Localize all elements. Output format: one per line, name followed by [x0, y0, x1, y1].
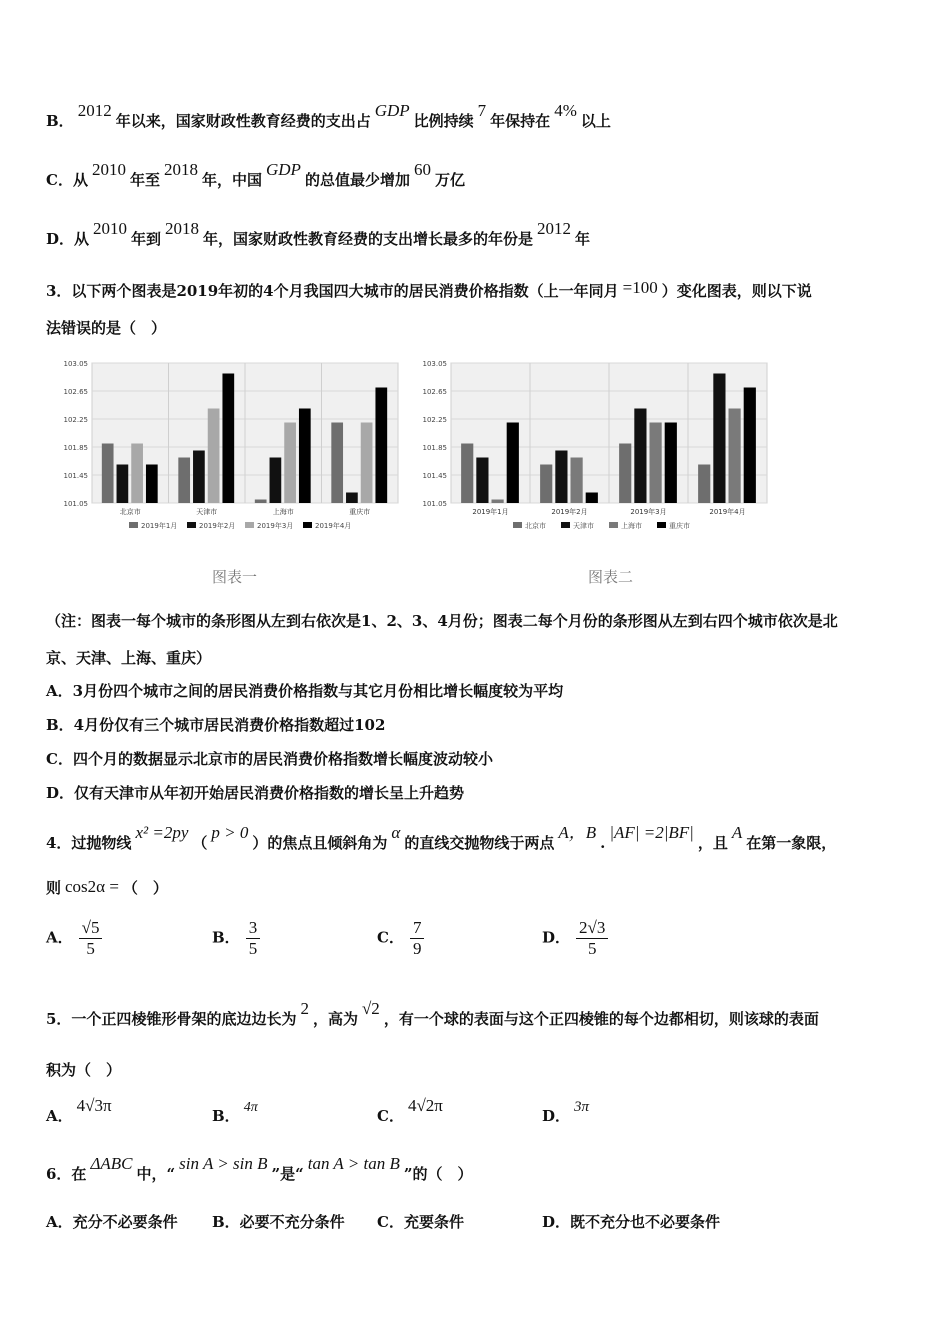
bar-1-1-3	[586, 493, 598, 504]
q4-stem-line2: 则 cos2α = （ ）	[46, 877, 168, 897]
bar-0-1-0	[178, 458, 190, 504]
q5-option-a: A．4√3π	[46, 1096, 112, 1125]
legend-swatch	[513, 522, 522, 528]
y-tick-label: 103.05	[63, 360, 88, 368]
legend-label: 重庆市	[669, 522, 690, 530]
caption-chart-one: 图表一	[212, 568, 258, 586]
q4-option-a: A． $\frac{√5}{5}$	[46, 918, 102, 959]
q3-note-line1: （注：图表一每个城市的条形图从左到右依次是1、2、3、4月份；图表二每个月份的条形图从左到右四个城市依次是北	[46, 612, 838, 630]
q5-stem-line1: 5．一个正四棱锥形骨架的底边边长为2，高为√2，有一个球的表面与这个正四棱锥的每个边都相切，则该球的表面	[46, 999, 819, 1028]
q3-option-c: C．四个月的数据显示北京市的居民消费价格指数增长幅度波动较小	[46, 750, 493, 768]
bar-0-0-3	[146, 465, 158, 504]
q2-option-d: D．从2010年到2018年，国家财政性教育经费的支出增长最多的年份是2012年	[46, 219, 591, 248]
x-tick-label: 2019年3月	[630, 508, 667, 516]
bar-1-0-2	[492, 500, 504, 504]
q2-option-c: C．从2010年至2018年，中国GDP的总值最少增加60万亿	[46, 160, 465, 189]
bar-1-1-1	[555, 451, 567, 504]
x-tick-label: 2019年1月	[472, 508, 509, 516]
q6-option-a: A．充分不必要条件	[46, 1213, 178, 1231]
chart-one	[54, 357, 404, 546]
bar-1-2-3	[665, 423, 677, 504]
bar-0-2-3	[299, 409, 311, 504]
legend-swatch	[303, 522, 312, 528]
y-tick-label: 103.05	[422, 360, 447, 368]
chart-two	[413, 357, 773, 546]
bar-1-0-3	[507, 423, 519, 504]
bar-0-2-2	[284, 423, 296, 504]
x-tick-label: 2019年4月	[709, 508, 746, 516]
x-tick-label: 北京市	[119, 508, 141, 516]
x-tick-label: 上海市	[272, 508, 294, 516]
q5-option-c: C．4√2π	[377, 1096, 443, 1125]
q4-stem-line1: 4．过抛物线x² =2py（p > 0）的焦点且倾斜角为α的直线交抛物线于两点A，B.|AF| =2|BF|，且A在第一象限，	[46, 823, 837, 852]
bar-0-3-2	[361, 423, 373, 504]
bar-0-0-0	[102, 444, 114, 504]
q6-option-d: D．既不充分也不必要条件	[542, 1213, 721, 1231]
bar-1-3-1	[713, 374, 725, 504]
bar-0-3-0	[331, 423, 343, 504]
legend-swatch	[657, 522, 666, 528]
legend-label: 2019年4月	[315, 522, 352, 530]
q3-stem-line1: 3．以下两个图表是2019年初的4个月我国四大城市的居民消费价格指数（上一年同月 =100 ）变化图表，则以下说	[46, 278, 812, 300]
bar-1-1-0	[540, 465, 552, 504]
bar-0-0-2	[131, 444, 143, 504]
chart-two-svg	[413, 357, 773, 542]
bar-0-1-1	[193, 451, 205, 504]
bar-0-3-3	[375, 388, 387, 504]
chart-one-svg	[54, 357, 404, 542]
bar-1-3-3	[744, 388, 756, 504]
q2-option-b: B．2012年以来，国家财政性教育经费的支出占GDP比例持续7年保持在4%以上	[46, 101, 611, 130]
q3-option-d: D．仅有天津市从年初开始居民消费价格指数的增长呈上升趋势	[46, 784, 465, 802]
q5-option-d: D． 3π	[542, 1099, 590, 1125]
legend-label: 2019年3月	[257, 522, 294, 530]
y-tick-label: 101.85	[422, 444, 447, 452]
x-tick-label: 重庆市	[349, 508, 371, 516]
legend-swatch	[609, 522, 618, 528]
q3-option-a: A．3月份四个城市之间的居民消费价格指数与其它月份相比增长幅度较为平均	[46, 682, 564, 700]
y-tick-label: 101.85	[63, 444, 88, 452]
bar-1-2-0	[619, 444, 631, 504]
y-tick-label: 101.05	[422, 500, 447, 508]
bar-1-0-1	[476, 458, 488, 504]
x-tick-label: 天津市	[196, 508, 218, 516]
bar-0-3-1	[346, 493, 358, 504]
bar-0-2-0	[255, 500, 267, 504]
q3-option-b: B．4月份仅有三个城市居民消费价格指数超过102	[46, 716, 386, 734]
q6-stem: 6．在ΔABC中，“sin A > sin B”是“tan A > tan B”的（ ）	[46, 1154, 473, 1183]
legend-swatch	[129, 522, 138, 528]
bar-0-1-3	[222, 374, 234, 504]
y-tick-label: 102.65	[63, 388, 88, 396]
legend-label: 2019年2月	[199, 522, 236, 530]
y-tick-label: 101.45	[422, 472, 447, 480]
bar-1-0-0	[461, 444, 473, 504]
legend-label: 2019年1月	[141, 522, 178, 530]
q4-option-c: C． $\frac{7}{9}$	[377, 918, 424, 959]
bar-0-2-1	[270, 458, 282, 504]
q5-stem-line2: 积为（ ）	[46, 1061, 122, 1079]
q3-note-line2: 京、天津、上海、重庆）	[46, 649, 212, 667]
legend-swatch	[187, 522, 196, 528]
q6-option-c: C．充要条件	[377, 1213, 464, 1231]
x-tick-label: 2019年2月	[551, 508, 588, 516]
legend-swatch	[245, 522, 254, 528]
bar-1-1-2	[571, 458, 583, 504]
legend-swatch	[561, 522, 570, 528]
y-tick-label: 101.05	[63, 500, 88, 508]
bar-1-2-2	[650, 423, 662, 504]
legend-label: 上海市	[621, 522, 642, 530]
y-tick-label: 102.25	[422, 416, 447, 424]
q3-stem-line2: 法错误的是（ ）	[46, 319, 167, 337]
bar-1-3-2	[729, 409, 741, 504]
y-tick-label: 102.65	[422, 388, 447, 396]
q4-option-b: B． $\frac{3}{5}$	[212, 918, 260, 959]
legend-label: 天津市	[573, 522, 594, 530]
bar-1-3-0	[698, 465, 710, 504]
q6-option-b: B．必要不充分条件	[212, 1213, 345, 1231]
q4-option-d: D． $\frac{2√3}{5}$	[542, 918, 608, 959]
bar-0-0-1	[117, 465, 129, 504]
y-tick-label: 101.45	[63, 472, 88, 480]
q5-option-b: B． 4π	[212, 1100, 258, 1125]
caption-chart-two: 图表二	[588, 568, 634, 586]
y-tick-label: 102.25	[63, 416, 88, 424]
bar-0-1-2	[208, 409, 220, 504]
legend-label: 北京市	[525, 522, 546, 530]
bar-1-2-1	[634, 409, 646, 504]
